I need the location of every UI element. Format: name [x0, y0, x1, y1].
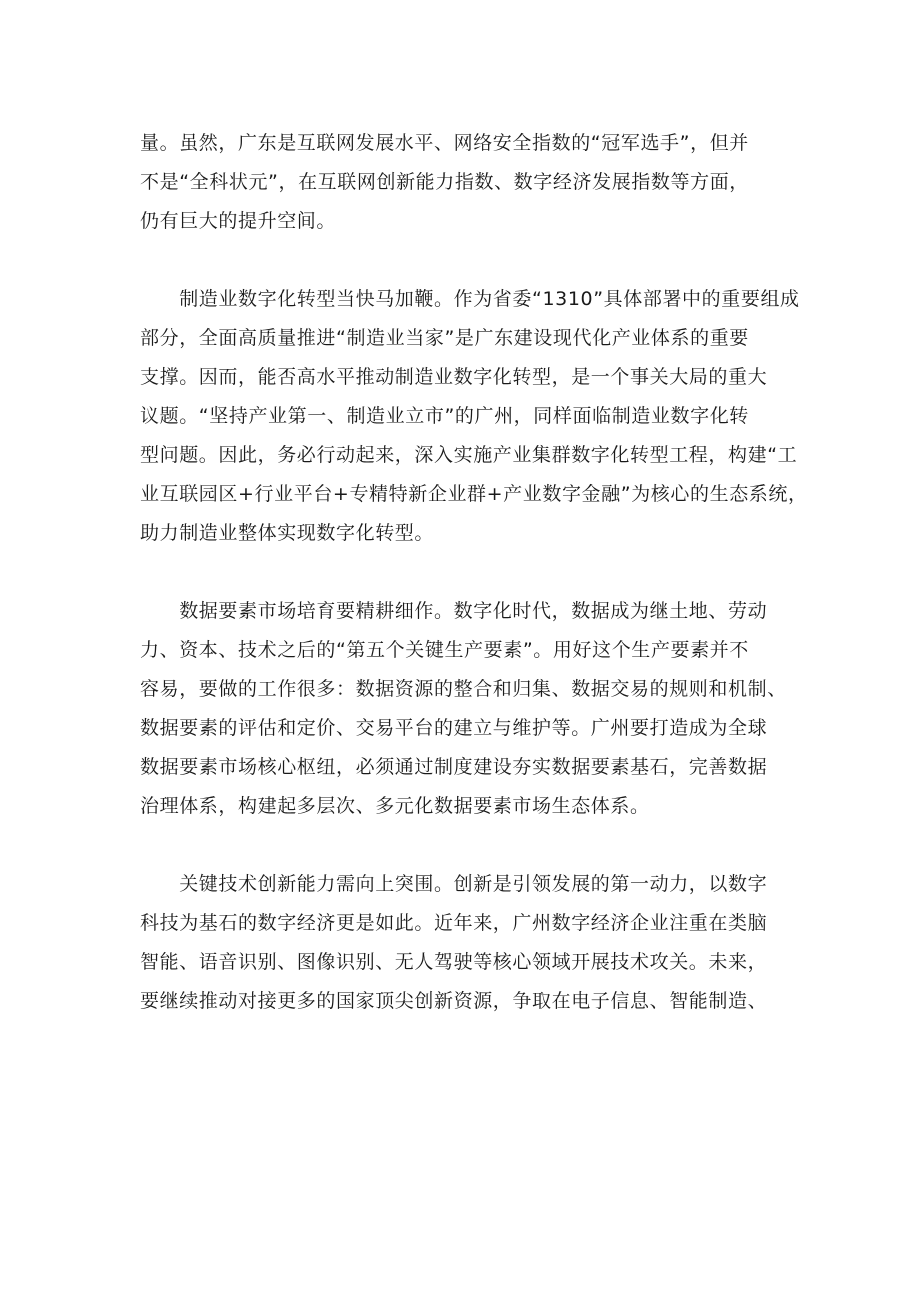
text-line: 要继续推动对接更多的国家顶尖创新资源，争取在电子信息、智能制造、 [140, 990, 768, 1012]
paragraph-2 [140, 280, 808, 553]
paragraph-1 [140, 124, 786, 241]
paragraph-3 [140, 592, 786, 826]
text-line: 仍有巨大的提升空间。 [140, 210, 337, 232]
text-line: 关键技术创新能力需向上突围。创新是引领发展的第一动力，以数字 [140, 873, 768, 895]
text-line: 智能、语音识别、图像识别、无人驾驶等核心领域开展技术攻关。未来， [140, 951, 768, 973]
document-body [140, 124, 808, 1021]
paragraph-spacer [140, 241, 786, 280]
text-line: 量。虽然，广东是互联网发展水平、网络安全指数的“冠军选手”，但并 [140, 132, 749, 154]
text-line: 治理体系，构建起多层次、多元化数据要素市场生态体系。 [140, 795, 650, 817]
paragraph-spacer [140, 826, 786, 865]
paragraph-spacer [140, 553, 786, 592]
text-line: 容易，要做的工作很多：数据资源的整合和归集、数据交易的规则和机制、 [140, 678, 787, 700]
text-line: 制造业数字化转型当快马加鞭。作为省委“1310”具体部署中的重要组成 [140, 288, 800, 310]
text-line: 助力制造业整体实现数字化转型。 [140, 522, 435, 544]
text-line: 数据要素市场培育要精耕细作。数字化时代，数据成为继土地、劳动 [140, 600, 768, 622]
text-line: 不是“全科状元”，在互联网创新能力指数、数字经济发展指数等方面， [140, 171, 749, 193]
text-line: 数据要素市场核心枢纽，必须通过制度建设夯实数据要素基石，完善数据 [140, 756, 768, 778]
text-line: 议题。“坚持产业第一、制造业立市”的广州，同样面临制造业数字化转 [140, 405, 749, 427]
paragraph-4 [140, 865, 786, 1021]
text-line: 部分，全面高质量推进“制造业当家”是广东建设现代化产业体系的重要 [140, 327, 749, 349]
text-line: 数据要素的评估和定价、交易平台的建立与维护等。广州要打造成为全球 [140, 717, 768, 739]
text-line: 业互联园区+行业平台+专精特新企业群+产业数字金融”为核心的生态系统， [140, 483, 808, 505]
text-line: 科技为基石的数字经济更是如此。近年来，广州数字经济企业注重在类脑 [140, 912, 768, 934]
text-line: 力、资本、技术之后的“第五个关键生产要素”。用好这个生产要素并不 [140, 639, 749, 661]
text-line: 型问题。因此，务必行动起来，深入实施产业集群数字化转型工程，构建“工 [140, 444, 798, 466]
text-line: 支撑。因而，能否高水平推动制造业数字化转型，是一个事关大局的重大 [140, 366, 768, 388]
